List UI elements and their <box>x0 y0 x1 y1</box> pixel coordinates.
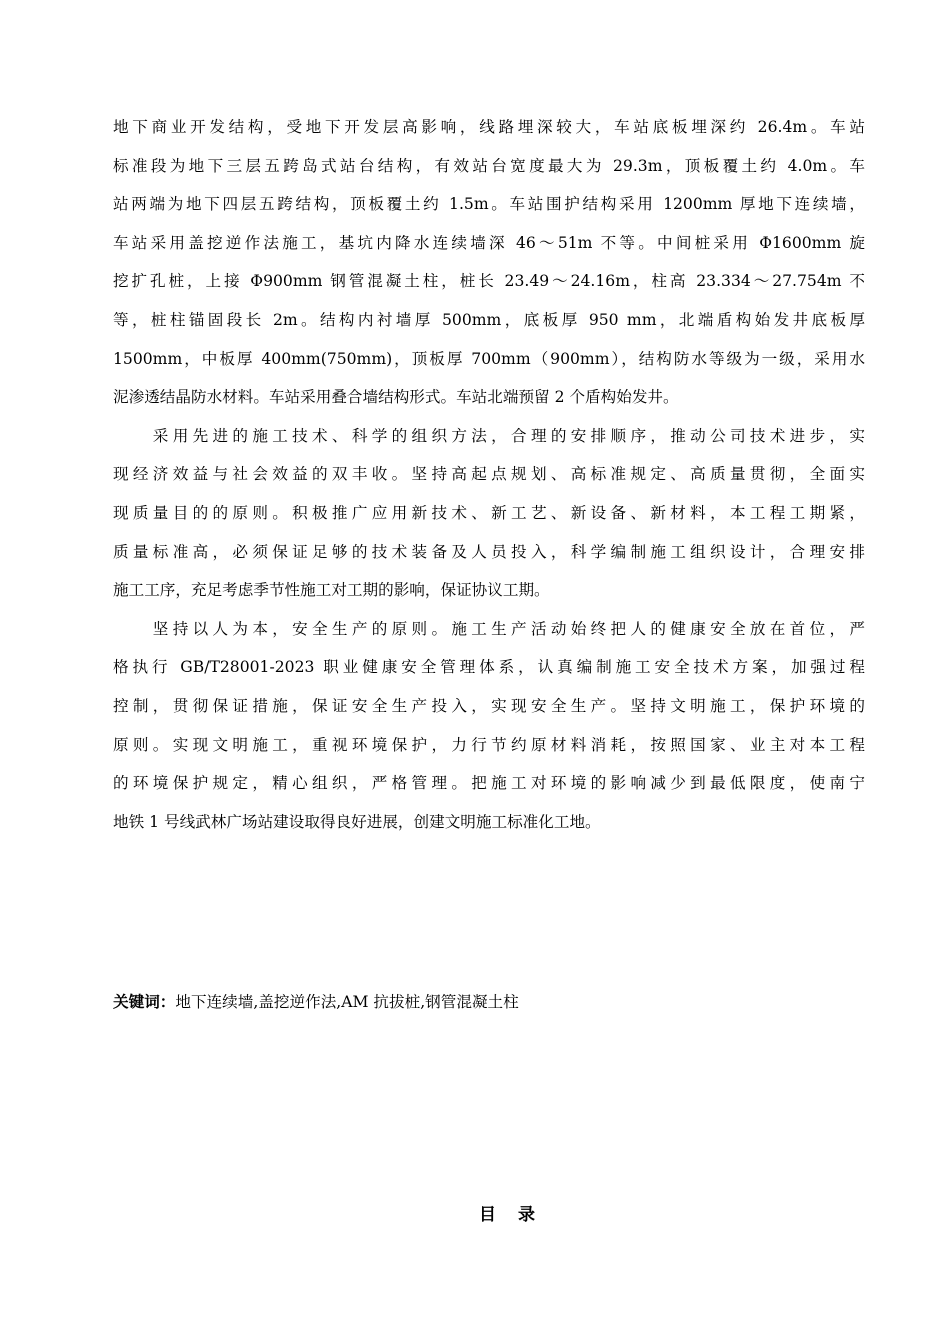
keywords <box>113 990 519 1014</box>
paragraph-line: 挖扩孔桩，上接 Φ900mm 钢管混凝土柱，桩长 23.49～24.16m，柱高 23.334～27.754m 不 <box>113 272 865 291</box>
paragraph-line: 现经济效益与社会效益的双丰收。坚持高起点规划、高标准规定、高质量贯彻，全面实 <box>113 465 865 484</box>
paragraph-line: 坚持以人为本，安全生产的原则。施工生产活动始终把人的健康安全放在首位，严 <box>113 619 865 638</box>
keywords-label: 关键词： <box>113 992 176 1011</box>
paragraph-line: 地铁 1 号线武林广场站建设取得良好进展，创建文明施工标准化工地。 <box>113 812 601 831</box>
paragraph-line: 车站采用盖挖逆作法施工，基坑内降水连续墙深 46～51m 不等。中间桩采用 Φ1600mm 旋 <box>113 233 865 252</box>
paragraph-line: 格执行 GB/T28001-2023 职业健康安全管理体系，认真编制施工安全技术方案，加强过程 <box>113 658 865 677</box>
paragraph-line: 泥渗透结晶防水材料。车站采用叠合墙结构形式。车站北端预留 2 个盾构始发井。 <box>113 388 679 407</box>
paragraph-line: 施工工序，充足考虑季节性施工对工期的影响，保证协议工期。 <box>113 581 550 600</box>
paragraph-line: 站两端为地下四层五跨结构，顶板覆土约 1.5m。车站围护结构采用 1200mm 厚地下连续墙， <box>113 195 865 214</box>
paragraph-line: 标准段为地下三层五跨岛式站台结构，有效站台宽度最大为 29.3m，顶板覆土约 4.0m。车 <box>113 156 865 175</box>
paragraph-line: 采用先进的施工技术、科学的组织方法，合理的安排顺序，推动公司技术进步，实 <box>113 426 865 445</box>
paragraph-line: 质量标准高，必须保证足够的技术装备及人员投入，科学编制施工组织设计，合理安排 <box>113 542 865 561</box>
paragraph-line: 的环境保护规定，精心组织，严格管理。把施工对环境的影响减少到最低限度，使南宁 <box>113 774 865 793</box>
paragraph-line: 控制，贯彻保证措施，保证安全生产投入，实现安全生产。坚持文明施工，保护环境的 <box>113 696 865 715</box>
paragraph-line: 现质量目的的原则。积极推广应用新技术、新工艺、新设备、新材料，本工程工期紧， <box>113 503 865 522</box>
paragraph-line: 原则。实现文明施工，重视环境保护，力行节约原材料消耗，按照国家、业主对本工程 <box>113 735 865 754</box>
body-text <box>113 108 865 841</box>
paragraph-line: 地下商业开发结构，受地下开发层高影响，线路埋深较大，车站底板埋深约 26.4m。车站 <box>113 118 865 136</box>
paragraph-line: 1500mm，中板厚 400mm(750mm)，顶板厚 700mm（900mm），结构防水等级为一级，采用水 <box>113 349 865 368</box>
toc-title: 目录 <box>479 1205 557 1225</box>
paragraph-line: 等，桩柱锚固段长 2m。结构内衬墙厚 500mm，底板厚 950 mm，北端盾构始发井底板厚 <box>113 310 865 329</box>
keywords-value: 地下连续墙,盖挖逆作法,AM 抗拔桩,钢管混凝土柱 <box>175 993 519 1011</box>
